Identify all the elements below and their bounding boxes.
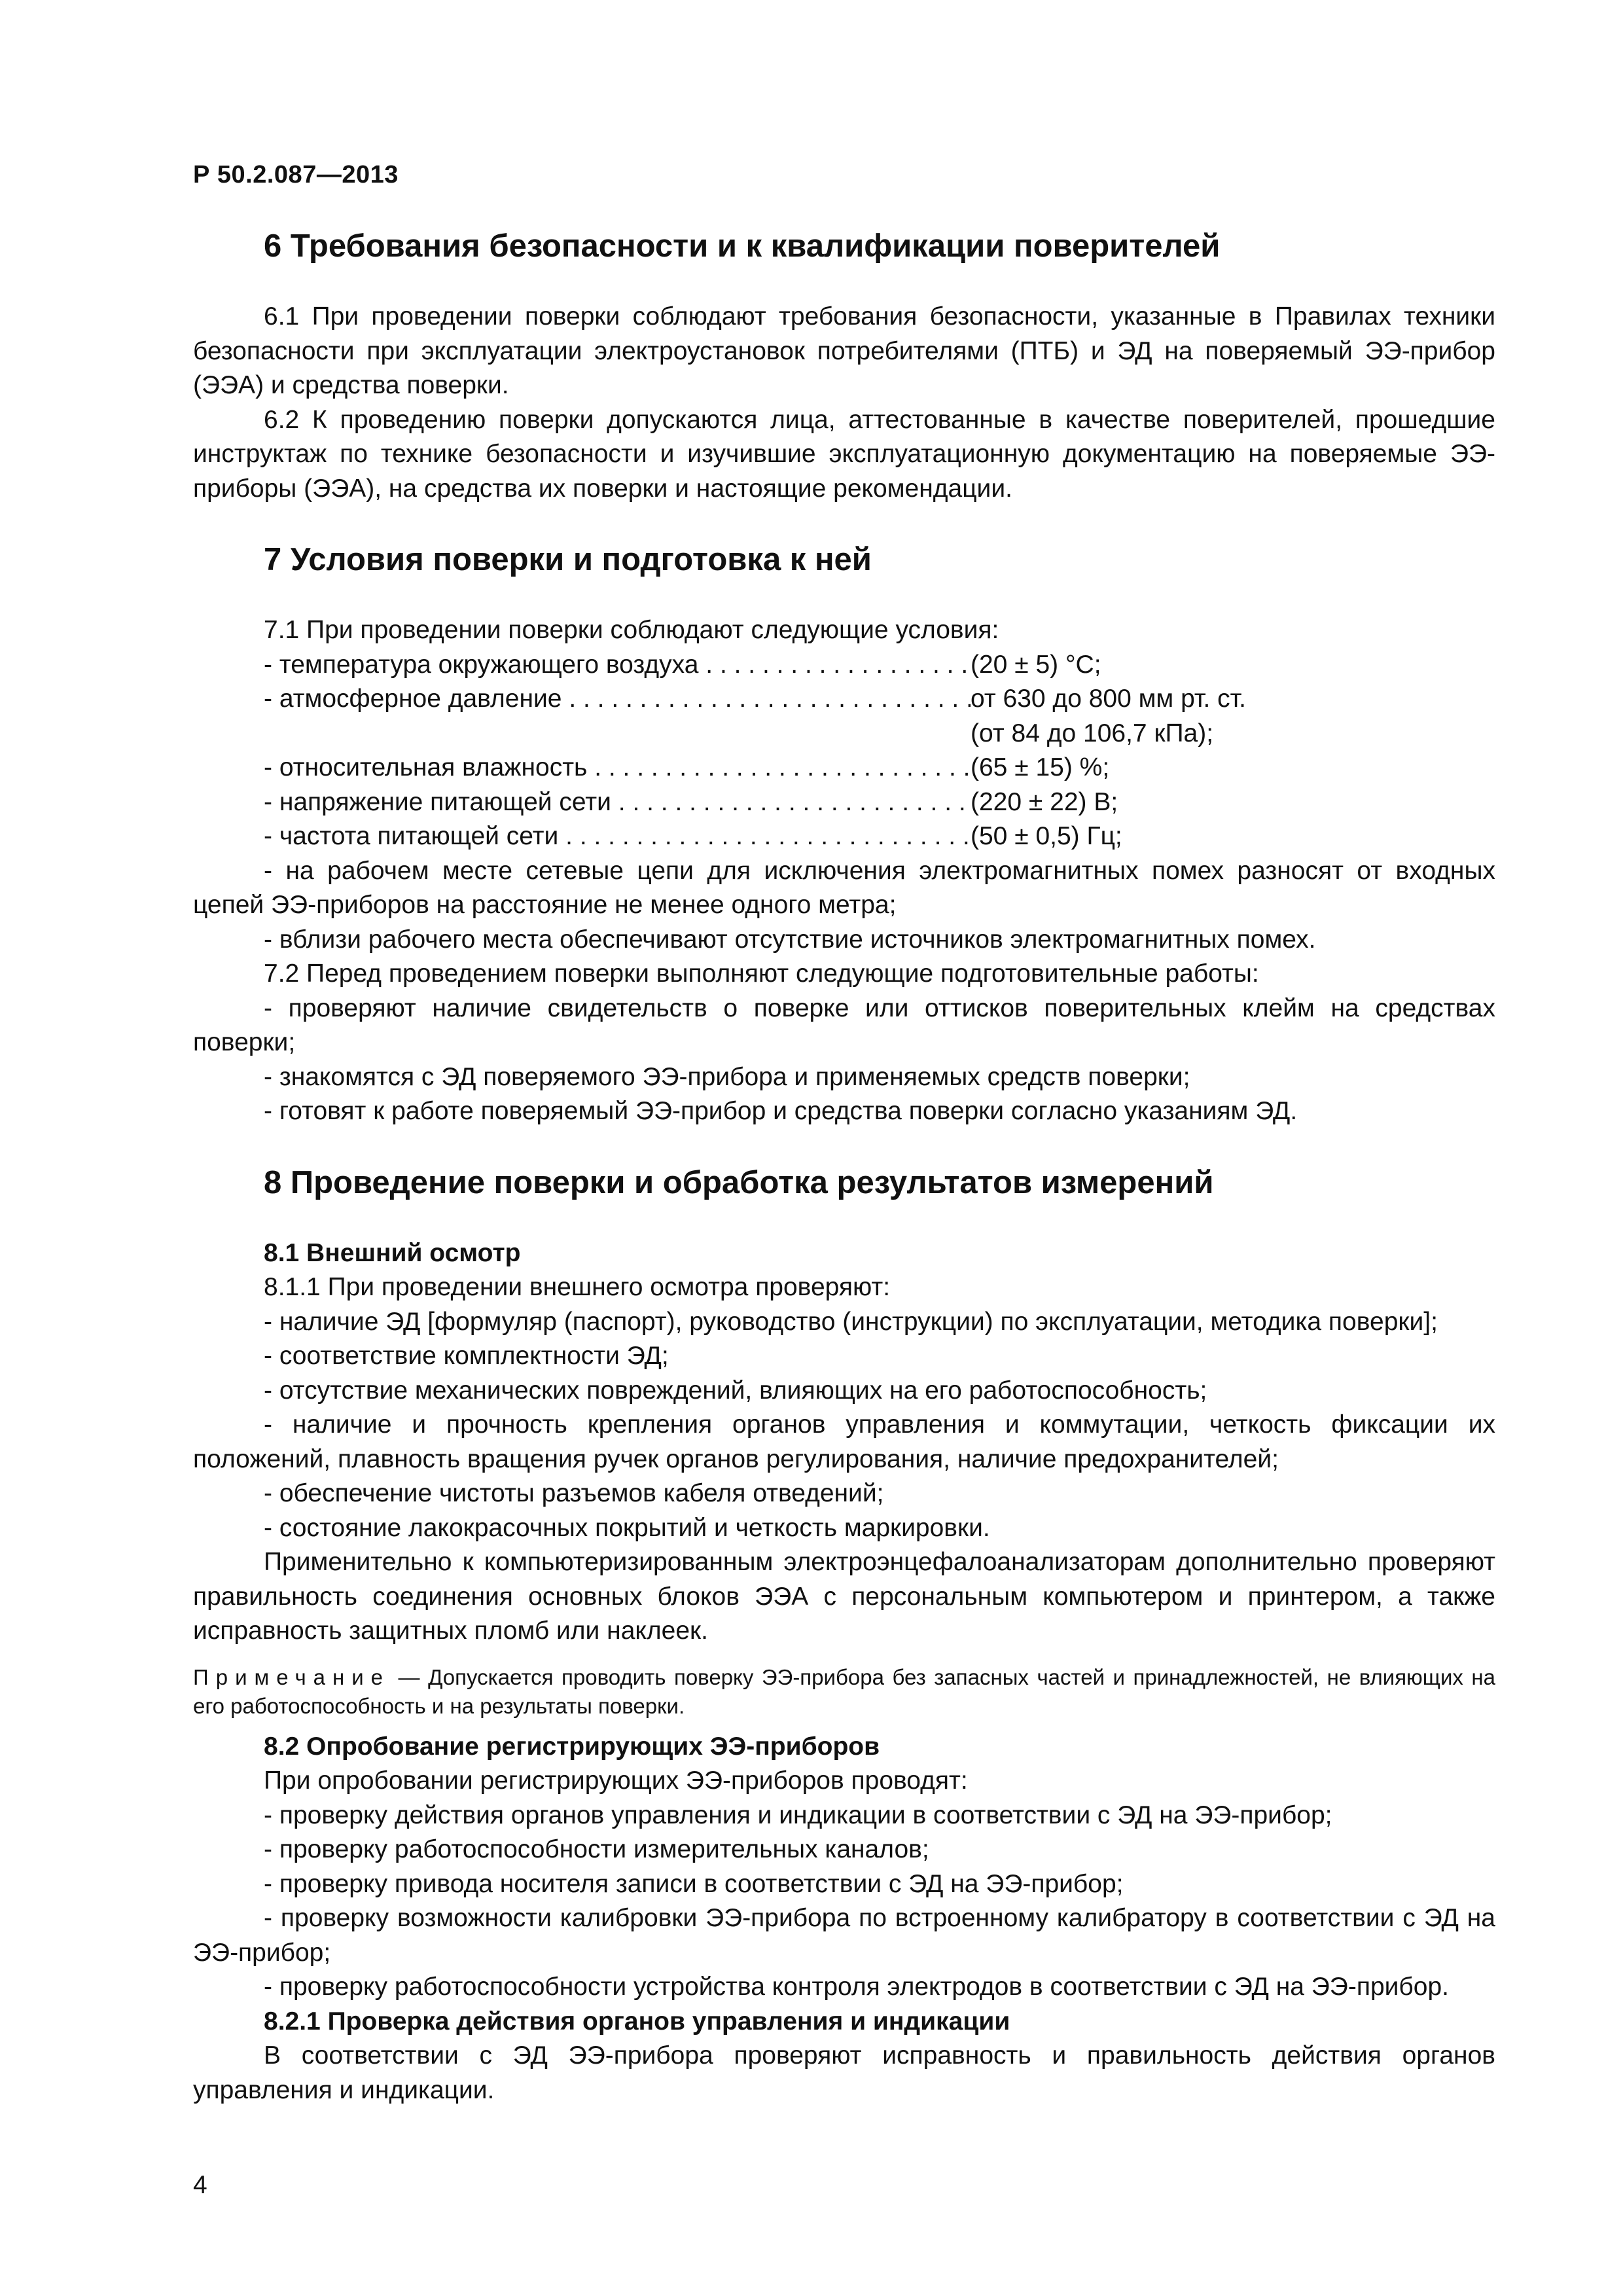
condition-value: (20 ± 5) °С;: [971, 650, 1101, 679]
condition-frequency: [193, 819, 1495, 854]
subsection-8-2-heading: 8.2 Опробование регистрирующих ЭЭ-приборов: [264, 1732, 880, 1761]
paragraph-6-2: 6.2 К проведению поверки допускаются лица, аттестованные в качестве поверителей, прошедшие инструктаж по технике безопасности и изучившие эксплуатационную документацию на поверяемые ЭЭ-приборы (ЭЭА), на средства их поверки и настоящие рекомендации.: [193, 405, 1495, 503]
condition-value: от 630 до 800 мм рт. ст.: [971, 685, 1247, 713]
condition-label: - относительная влажность . . .: [264, 751, 971, 785]
condition-humidity: [193, 751, 1495, 785]
section-8-heading: 8 Проведение поверки и обработка результатов измерений: [264, 1164, 1214, 1200]
condition-value: (220 ± 22) В;: [971, 787, 1118, 816]
paragraph-6-1: 6.1 При проведении поверки соблюдают требования безопасности, указанные в Правилах техники безопасности при эксплуатации электроустановок потребителями (ПТБ) и ЭД на поверяемый ЭЭ-прибор (ЭЭА) и средства поверки.: [193, 302, 1495, 399]
condition-label: - температура окружающего воздуха . . .: [264, 648, 971, 683]
subsection-8-2-1-heading: 8.2.1 Проверка действия органов управления и индикации: [264, 2007, 1010, 2036]
list-item: - соответствие комплектности ЭД;: [264, 1342, 669, 1370]
list-item: - наличие ЭД [формуляр (паспорт), руководство (инструкции) по эксплуатации, методика поверки];: [264, 1307, 1438, 1336]
paragraph-8-2: При опробовании регистрирующих ЭЭ-приборов проводят:: [264, 1767, 968, 1795]
page-content: [193, 226, 1495, 2108]
list-item: - готовят к работе поверяемый ЭЭ-прибор и средства поверки согласно указаниям ЭД.: [264, 1097, 1298, 1125]
condition-voltage: [193, 785, 1495, 820]
list-item: - проверку привода носителя записи в соответствии с ЭД на ЭЭ-прибор;: [264, 1869, 1124, 1898]
list-item: - на рабочем месте сетевые цепи для исключения электромагнитных помех разносят от входных цепей ЭЭ-приборов на расстояние не менее одного метра;: [193, 856, 1495, 919]
condition-value: (65 ± 15) %;: [971, 753, 1110, 781]
document-code: Р 50.2.087—2013: [193, 161, 399, 188]
paragraph-7-1: 7.1 При проведении поверки соблюдают следующие условия:: [264, 616, 999, 644]
page-number: 4: [193, 2171, 207, 2199]
list-item: - проверку возможности калибровки ЭЭ-прибора по встроенному калибратору в соответствии с ЭД на ЭЭ-прибор;: [193, 1904, 1495, 1967]
list-item: - проверку работоспособности измерительных каналов;: [264, 1835, 929, 1863]
note-text: — Допускается проводить поверку ЭЭ-прибора без запасных частей и принадлежностей, не влияющих на его работоспособность и на результаты поверки.: [193, 1664, 1495, 1718]
section-6-heading: 6 Требования безопасности и к квалификации поверителей: [264, 228, 1221, 264]
subsection-8-1-heading: 8.1 Внешний осмотр: [264, 1238, 521, 1267]
condition-label: - частота питающей сети . . .: [264, 819, 971, 854]
list-item: - проверку действия органов управления и индикации в соответствии с ЭД на ЭЭ-прибор;: [264, 1801, 1332, 1829]
list-item: - отсутствие механических повреждений, влияющих на его работоспособность;: [264, 1376, 1207, 1405]
list-item: - состояние лакокрасочных покрытий и четкость маркировки.: [264, 1513, 990, 1542]
section-7-heading: 7 Условия поверки и подготовка к ней: [264, 542, 872, 577]
condition-label: - атмосферное давление . . .: [264, 682, 971, 717]
note-label: Примечание: [193, 1664, 391, 1689]
paragraph-7-2: 7.2 Перед проведением поверки выполняют следующие подготовительные работы:: [264, 960, 1259, 988]
condition-value: (50 ± 0,5) Гц;: [971, 822, 1122, 850]
paragraph-8-1-1: 8.1.1 При проведении внешнего осмотра проверяют:: [264, 1273, 891, 1301]
list-item: - вблизи рабочего места обеспечивают отсутствие источников электромагнитных помех.: [264, 925, 1316, 954]
list-item: - проверяют наличие свидетельств о поверке или оттисков поверительных клейм на средствах поверки;: [193, 994, 1495, 1056]
condition-label: - напряжение питающей сети . . .: [264, 785, 971, 820]
paragraph-8-1-addition: Применительно к компьютеризированным электроэнцефалоанализаторам дополнительно проверяют правильность соединения основных блоков ЭЭА с персональным компьютером и принтером, а также исправность защитных пломб или наклеек.: [193, 1548, 1495, 1645]
paragraph-8-2-1: В соответствии с ЭД ЭЭ-прибора проверяют исправность и правильность действия органов управления и индикации.: [193, 2041, 1495, 2104]
condition-temperature: [193, 648, 1495, 683]
condition-pressure: [193, 682, 1495, 717]
list-item: - обеспечение чистоты разъемов кабеля отведений;: [264, 1479, 884, 1507]
note: [193, 1663, 1495, 1721]
list-item: - знакомятся с ЭД поверяемого ЭЭ-прибора и применяемых средств поверки;: [264, 1062, 1190, 1091]
condition-pressure-kpa: (от 84 до 106,7 кПа);: [971, 719, 1214, 747]
list-item: - проверку работоспособности устройства контроля электродов в соответствии с ЭД на ЭЭ-прибор.: [264, 1973, 1449, 2001]
list-item: - наличие и прочность крепления органов управления и коммутации, четкость фиксации их положений, плавность вращения ручек органов регулирования, наличие предохранителей;: [193, 1410, 1495, 1473]
